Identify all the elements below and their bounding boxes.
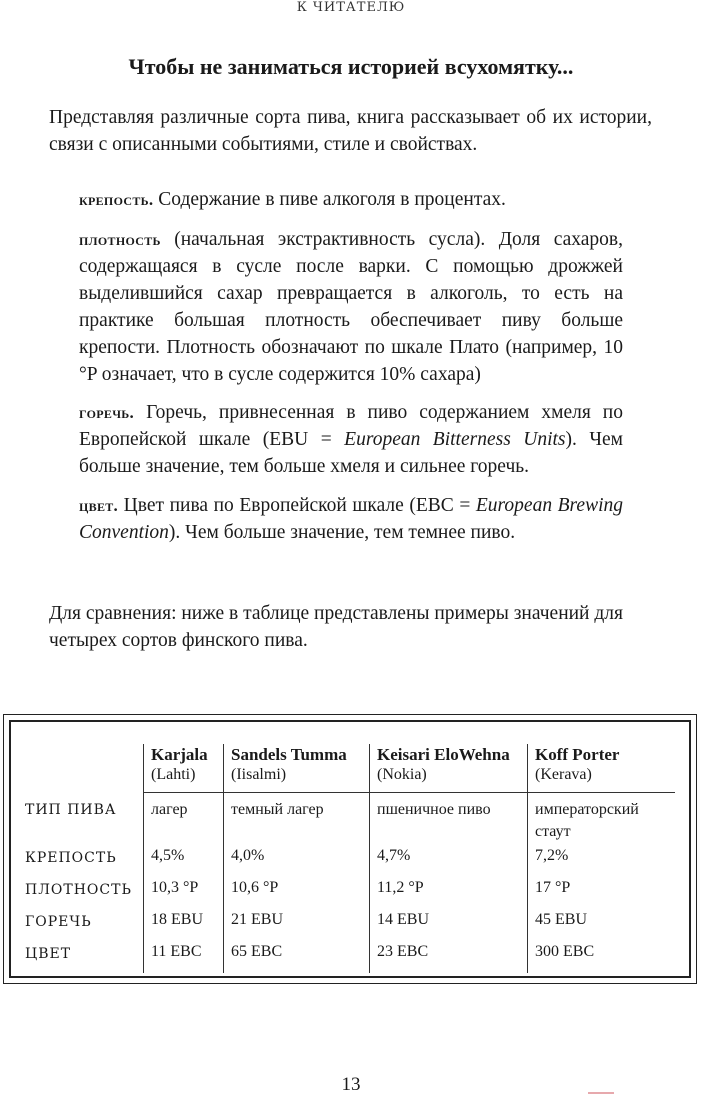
table-cell: 10,6 °P xyxy=(224,877,370,909)
term-color: цвет. xyxy=(79,496,119,515)
brand-name: Sandels Tumma xyxy=(231,745,347,764)
table-cell: пшеничное пиво xyxy=(370,793,528,846)
table-cell: 4,5% xyxy=(144,845,224,877)
table-cell: 14 EBU xyxy=(370,909,528,941)
table-row xyxy=(25,941,675,973)
intro-paragraph: Представляя различные сорта пива, книга рассказывает об их истории, связи с описанными событиями, стиле и свойствах. xyxy=(49,107,652,155)
table-cell: темный лагер xyxy=(224,793,370,846)
running-head: К ЧИТАТЕЛЮ xyxy=(296,0,406,15)
definition-strength xyxy=(79,186,623,213)
row-label: ТИП ПИВА xyxy=(25,801,117,818)
definition-density xyxy=(79,226,623,388)
definition-bitterness-text-after: ). Чем больше значение, тем больше хмеля и сильнее горечь. xyxy=(79,429,623,477)
table-cell: 300 EBC xyxy=(528,941,676,973)
term-bitterness: горечь. xyxy=(79,403,135,422)
definition-color xyxy=(79,492,623,546)
row-label: КРЕПОСТЬ xyxy=(25,850,117,866)
table-cell: 4,0% xyxy=(224,845,370,877)
term-density: плотность xyxy=(79,230,161,249)
table-frame-outer xyxy=(3,714,697,984)
table-cell: 45 EBU xyxy=(528,909,676,941)
brand-location: (Nokia) xyxy=(377,766,427,783)
brand-header-koff xyxy=(528,744,676,793)
table-cell: 65 EBC xyxy=(224,941,370,973)
beer-comparison-table xyxy=(25,744,675,973)
brand-name: Karjala xyxy=(151,745,208,764)
table-cell: 7,2% xyxy=(528,845,676,877)
table-row xyxy=(25,793,675,846)
brand-header-karjala xyxy=(144,744,224,793)
row-label: ПЛОТНОСТЬ xyxy=(25,882,132,898)
header-empty-cell xyxy=(25,744,144,793)
section-title: Чтобы не заниматься историей всухомятку... xyxy=(128,54,574,79)
brand-location: (Kerava) xyxy=(535,766,592,783)
row-label: ГОРЕЧЬ xyxy=(25,914,92,930)
row-label: ЦВЕТ xyxy=(25,946,72,962)
brand-location: (Lahti) xyxy=(151,766,196,783)
definition-strength-text: Содержание в пиве алкоголя в процентах. xyxy=(153,189,506,210)
definition-color-text: Цвет пива по Европейской шкале (EBC = xyxy=(118,495,476,516)
table-cell: лагер xyxy=(144,793,224,846)
table-row xyxy=(25,845,675,877)
brand-name: Keisari EloWehna xyxy=(377,745,510,764)
term-strength: крепость. xyxy=(79,190,154,209)
definition-color-text-after: ). Чем больше значение, тем темнее пиво. xyxy=(168,522,516,543)
table-cell: 11,2 °P xyxy=(370,877,528,909)
brand-name: Koff Porter xyxy=(535,745,620,764)
definition-color-italic: European Brewing Convention xyxy=(79,495,623,543)
brand-location: (Iisalmi) xyxy=(231,766,287,783)
definition-bitterness-italic: European Bitterness Units xyxy=(344,429,566,450)
scan-mark xyxy=(588,1092,614,1094)
definition-bitterness-text: Горечь, привнесенная в пиво содержанием хмеля по Европейской шкале (EBU = xyxy=(79,402,623,450)
page-number: 13 xyxy=(341,1074,361,1095)
definition-density-text: (начальная экстрактивность сусла). Доля сахаров, содержащаяся в сусле после варки. С помощью дрожжей выделившийся сахар превращается в алкоголь, то есть на практике большая плотность обеспечивает пиву больше крепости. Плотность обозначают по шкале Плато (например, 10 °P означает, что в сусле содержится 10% сахара) xyxy=(79,229,623,385)
table-cell: императорский стаут xyxy=(528,793,676,846)
definition-bitterness xyxy=(79,399,623,480)
table-frame-inner xyxy=(9,720,691,978)
table-cell: 17 °P xyxy=(528,877,676,909)
table-cell: 23 EBC xyxy=(370,941,528,973)
table-cell: 11 EBC xyxy=(144,941,224,973)
table-cell: 21 EBU xyxy=(224,909,370,941)
table-header-row xyxy=(25,744,675,793)
table-cell: 18 EBU xyxy=(144,909,224,941)
table-row xyxy=(25,877,675,909)
table-row xyxy=(25,909,675,941)
table-cell: 4,7% xyxy=(370,845,528,877)
table-cell: 10,3 °P xyxy=(144,877,224,909)
brand-header-sandels xyxy=(224,744,370,793)
brand-header-keisari xyxy=(370,744,528,793)
comparison-paragraph: Для сравнения: ниже в таблице представлены примеры значений для четырех сортов финского пива. xyxy=(49,603,623,651)
